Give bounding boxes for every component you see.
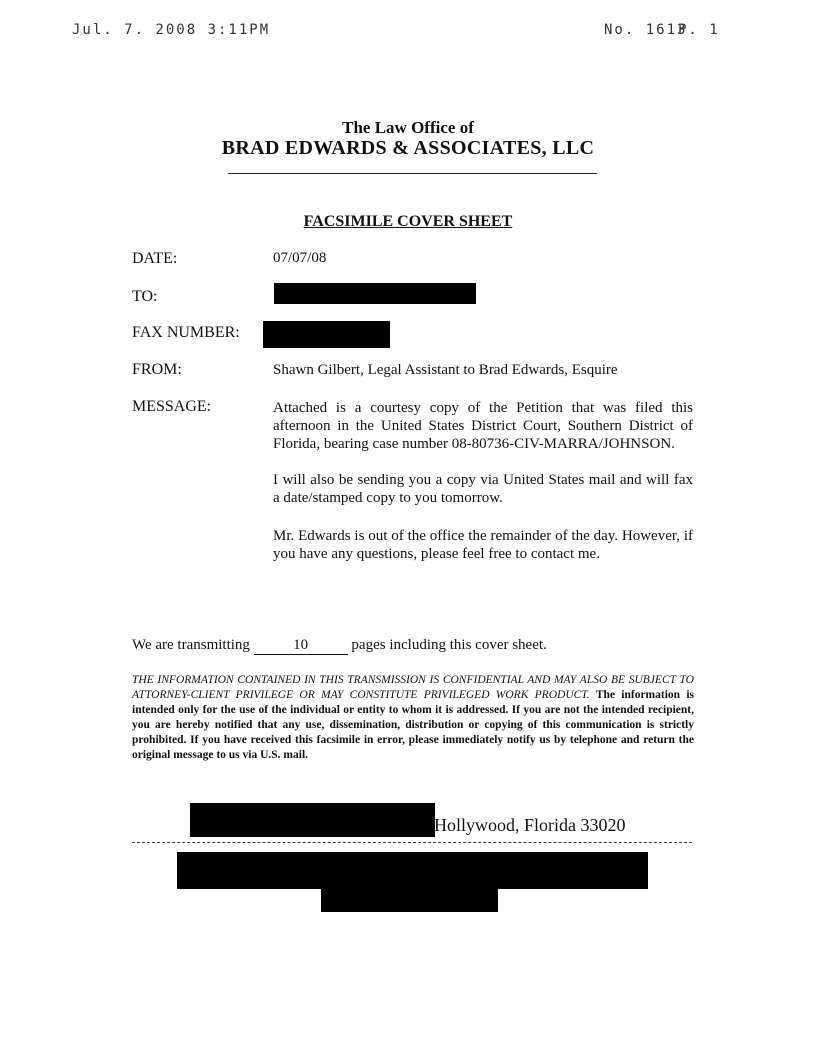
fax-number: No. 1613 — [604, 22, 688, 38]
footer-city-state: Hollywood, Florida 33020 — [434, 815, 626, 835]
fax-number-label: FAX NUMBER: — [132, 324, 240, 341]
to-label: TO: — [132, 288, 158, 305]
letterhead-rule — [228, 173, 597, 174]
confidentiality-warning: THE INFORMATION CONTAINED IN THIS TRANSMISSION IS CONFIDENTIAL AND MAY ALSO BE SUBJECT TO ATTORNEY-CLIENT PRIVILEGE OR MAY CONSTITUTE PRIVILEGED WORK PRODUCT. — [132, 674, 694, 701]
letterhead-firm-name: BRAD EDWARDS & ASSOCIATES, LLC — [221, 137, 595, 159]
redaction-to — [274, 283, 476, 304]
redaction-fax-number — [263, 321, 390, 348]
message-paragraph-3: Mr. Edwards is out of the office the remainder of the day. However, if you have any questions, please feel free to contact me. — [273, 528, 693, 562]
page-title: FACSIMILE COVER SHEET — [303, 213, 513, 230]
transmittal-page-count: 10 — [254, 637, 348, 655]
from-label: FROM: — [132, 361, 182, 378]
fax-page-number: P. 1 — [678, 22, 720, 38]
from-value: Shawn Gilbert, Legal Assistant to Brad Edwards, Esquire — [273, 362, 618, 378]
confidentiality-body: The information is intended only for the use of the individual or entity to whom it is addressed. If you are not the intended recipient, you are hereby notified that any use, dissemination, distribution or copying of this communication is strictly prohibited. If you have received this facsimile in error, please immediately notify us by telephone and return the original message to us via U.S. mail. — [132, 689, 695, 761]
redaction-contact-line — [177, 852, 648, 889]
message-paragraph-2: I will also be sending you a copy via United States mail and will fax a date/stamped copy to you tomorrow. — [273, 472, 693, 506]
date-label: DATE: — [132, 250, 178, 267]
transmittal-suffix: pages including this cover sheet. — [351, 637, 547, 653]
letterhead-line1: The Law Office of — [342, 118, 474, 137]
transmittal-line — [132, 637, 547, 655]
transmittal-prefix: We are transmitting — [132, 637, 250, 653]
message-paragraph-1: Attached is a courtesy copy of the Petition that was filed this afternoon in the United States District Court, Southern District of Florida, bearing case number 08-80736-CIV-MARRA/JOHNSON. — [273, 400, 693, 452]
date-value: 07/07/08 — [273, 250, 327, 266]
redaction-street-address — [190, 803, 435, 837]
footer-rule — [132, 842, 692, 843]
message-label: MESSAGE: — [132, 398, 212, 415]
confidentiality-notice — [132, 673, 694, 763]
fax-timestamp: Jul. 7. 2008 3:11PM — [72, 22, 271, 38]
redaction-contact-line-2 — [321, 885, 498, 912]
